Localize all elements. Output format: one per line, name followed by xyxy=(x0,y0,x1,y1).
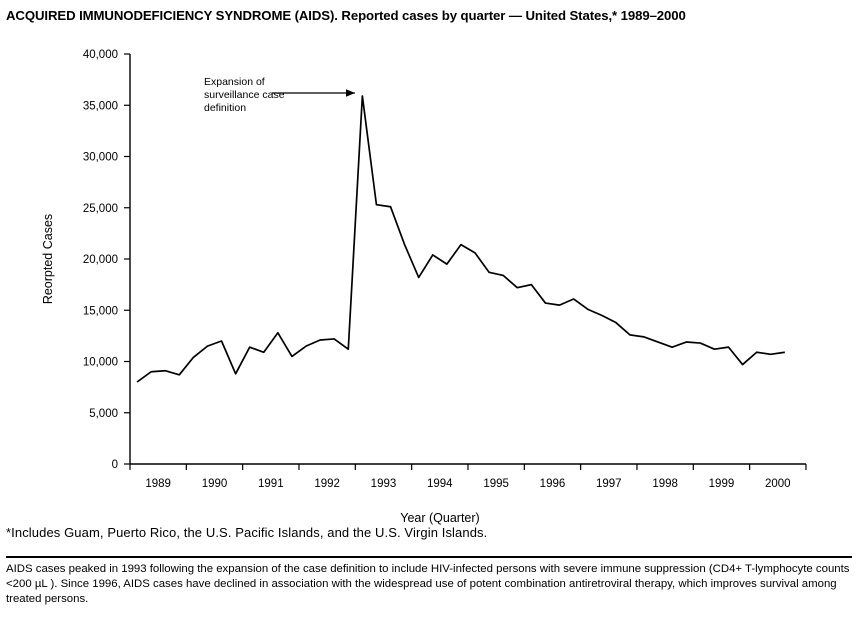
x-tick-label: 2000 xyxy=(764,478,791,490)
x-axis-ticks xyxy=(130,464,806,470)
y-tick-label: 15,000 xyxy=(82,305,118,318)
x-tick-label: 1994 xyxy=(427,478,453,490)
y-axis-tick-labels xyxy=(83,49,118,471)
data-series-line xyxy=(137,96,785,382)
x-tick-label: 1996 xyxy=(539,478,566,490)
x-tick-label: 1993 xyxy=(370,478,397,490)
x-tick-label: 1997 xyxy=(596,478,622,490)
horizontal-rule xyxy=(6,556,852,558)
x-tick-label: 1989 xyxy=(145,478,171,490)
footnote-text: *Includes Guam, Puerto Rico, the U.S. Pacific Islands, and the U.S. Virgin Islands. xyxy=(6,525,488,540)
x-tick-label: 1990 xyxy=(201,478,228,490)
y-tick-label: 35,000 xyxy=(82,100,118,113)
annotation-line-1: Expansion of xyxy=(204,76,265,88)
y-tick-label: 25,000 xyxy=(82,202,118,215)
x-axis-tick-labels xyxy=(145,478,790,490)
x-tick-label: 1998 xyxy=(652,478,678,490)
y-tick-label: 0 xyxy=(111,459,118,471)
annotation-line-3: definition xyxy=(204,102,247,114)
y-axis-ticks xyxy=(124,54,130,464)
chart-plot-area xyxy=(0,30,860,525)
y-tick-label: 20,000 xyxy=(82,254,118,266)
aids-cases-line-chart xyxy=(0,30,860,525)
note-text: AIDS cases peaked in 1993 following the expansion of the case definition to include HIV-infected persons with severe immune suppression (CD4+ T-lymphocyte counts <200 µL ). Since 1996, AIDS cases have declined in association with the widespread use of potent combination antiretroviral therapy, which improves survival among treated persons. xyxy=(6,563,850,606)
x-tick-label: 1991 xyxy=(258,478,284,490)
annotation-line-2: surveillance case xyxy=(204,89,285,101)
y-tick-label: 10,000 xyxy=(82,356,118,369)
annotation-text xyxy=(204,76,285,114)
page-title: ACQUIRED IMMUNODEFICIENCY SYNDROME (AIDS). Reported cases by quarter — United States,* 1989–2000 xyxy=(6,8,686,23)
x-tick-label: 1995 xyxy=(483,478,509,490)
y-tick-label: 30,000 xyxy=(82,151,118,164)
y-axis-title: Reorpted Cases xyxy=(41,213,55,305)
y-tick-label: 40,000 xyxy=(82,49,118,61)
x-axis-title: Year (Quarter) xyxy=(400,511,480,525)
x-tick-label: 1992 xyxy=(314,478,340,490)
x-tick-label: 1999 xyxy=(708,478,735,490)
y-tick-label: 5,000 xyxy=(89,407,118,420)
